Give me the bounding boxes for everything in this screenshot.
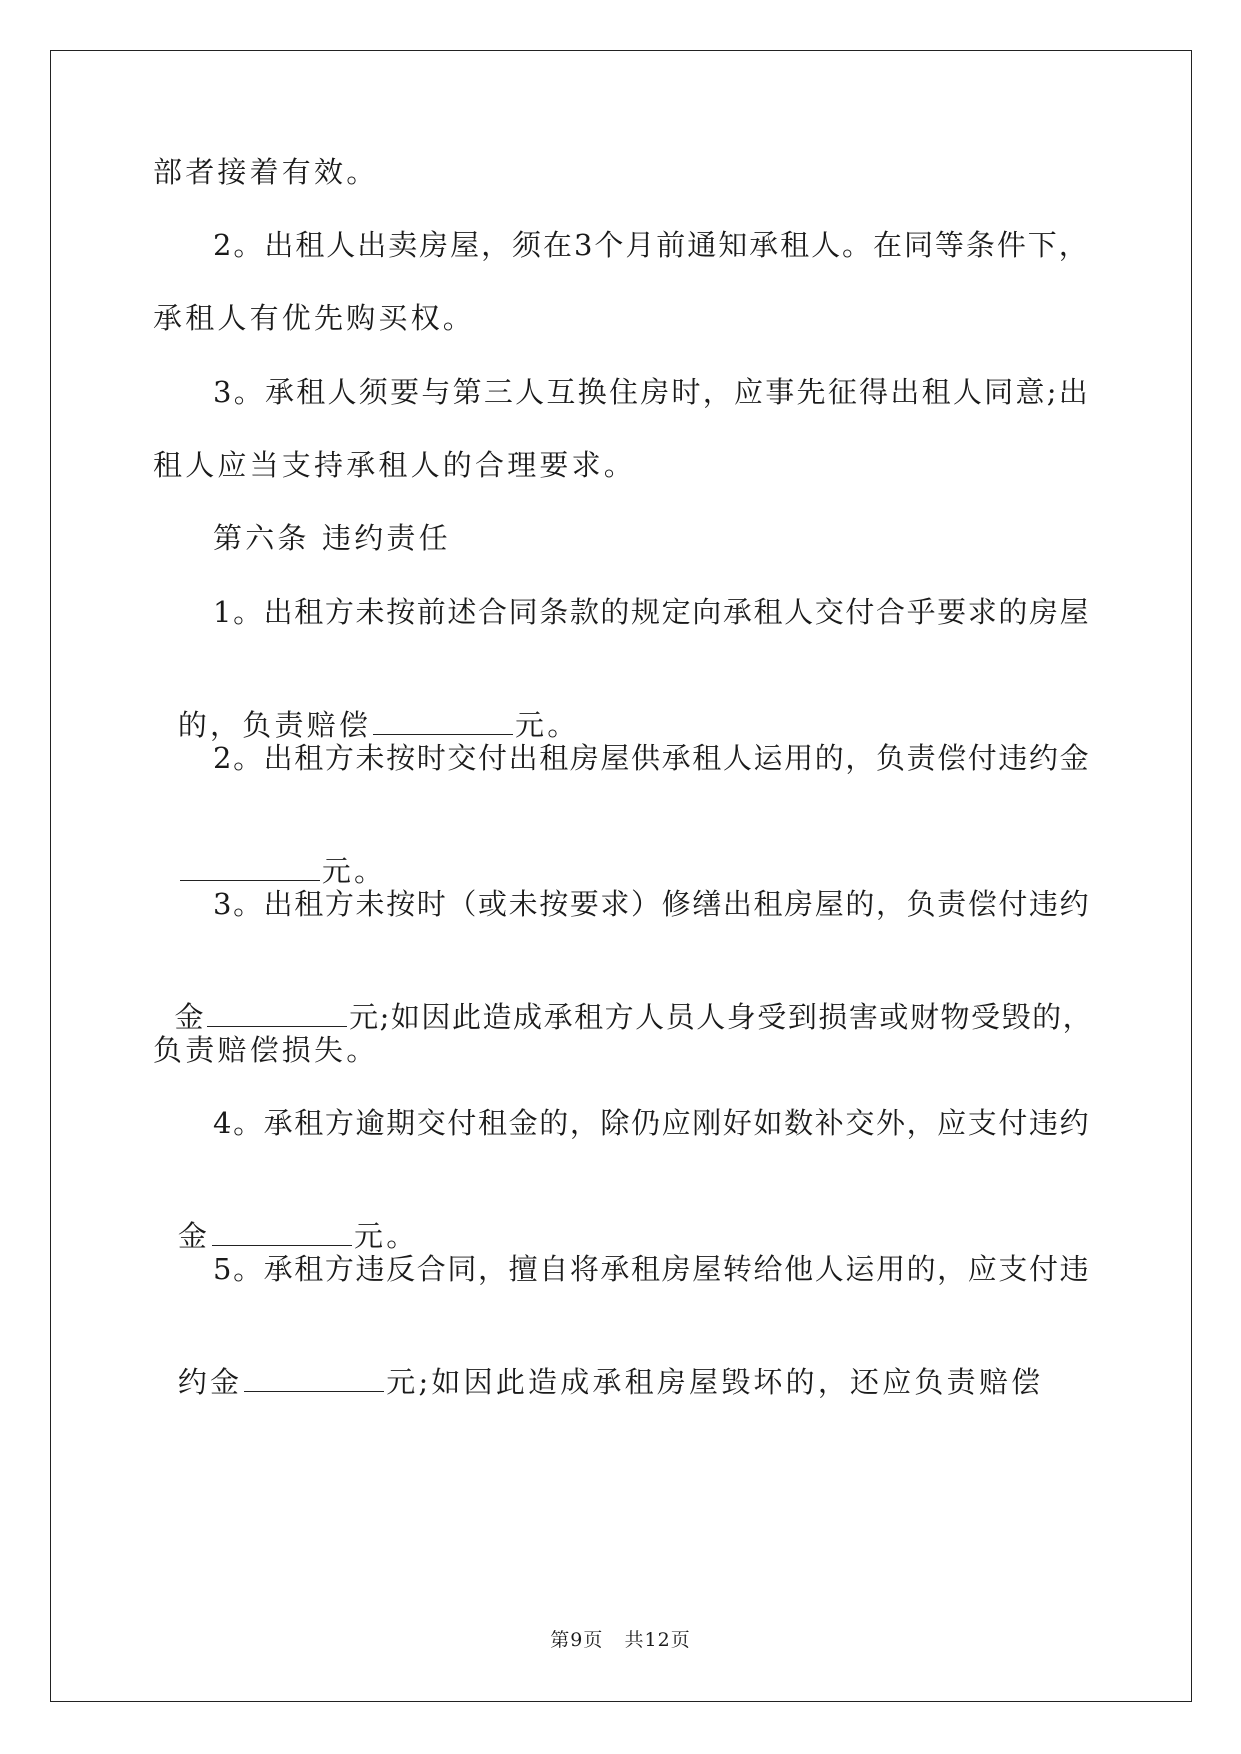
text-segment: 元。 [354, 1219, 419, 1253]
text-segment: 元。 [321, 854, 387, 888]
page-footer [0, 1628, 1241, 1652]
fill-in-blank [373, 708, 513, 735]
page-number: 第9页 [550, 1629, 604, 1651]
text-segment: 的，负责赔偿 [177, 708, 372, 742]
text-segment: 元;如因此造成承租方人员人身受到损害或财物受毁的， [349, 1000, 1094, 1034]
text-line: 2。出租人出卖房屋，须在3个月前通知承租人。在同等条件下， [213, 228, 1090, 262]
text-line: 4。承租方逾期交付租金的，除仍应刚好如数补交外，应支付违约 [213, 1106, 1091, 1140]
text-line: 承租人有优先购买权。 [153, 301, 476, 335]
text-segment: 金 [174, 1000, 206, 1034]
text-segment: 元。 [515, 708, 580, 742]
text-line: 1。出租方未按前述合同条款的规定向承租人交付合乎要求的房屋 [213, 595, 1091, 629]
text-line: 租人应当支持承租人的合理要求。 [153, 448, 637, 482]
fill-in-blank [244, 1365, 384, 1392]
section-heading: 第六条 违约责任 [213, 521, 451, 555]
text-line: 5。承租方违反合同，擅自将承租房屋转给他人运用的，应支付违 [213, 1252, 1091, 1286]
text-line: 部者接着有效。 [153, 155, 379, 189]
text-line-with-blank [153, 811, 386, 891]
text-line-with-blank [153, 957, 1093, 1037]
text-line-with-blank [153, 665, 579, 745]
text-line: 3。出租方未按时（或未按要求）修缮出租房屋的，负责偿付违约 [213, 887, 1091, 921]
text-line: 负责赔偿损失。 [153, 1033, 379, 1067]
fill-in-blank [212, 1219, 352, 1246]
text-line: 2。出租方未按时交付出租房屋供承租人运用的，负责偿付违约金 [213, 741, 1091, 775]
text-segment: 元;如因此造成承租房屋毁坏的，还应负责赔偿 [386, 1365, 1044, 1399]
text-line-with-blank [153, 1176, 418, 1256]
total-pages: 共12页 [624, 1629, 691, 1651]
fill-in-blank [180, 854, 320, 881]
text-segment: 金 [177, 1219, 211, 1253]
text-segment: 约金 [177, 1365, 243, 1399]
fill-in-blank [207, 1000, 347, 1027]
text-line: 3。承租人须要与第三人互换住房时，应事先征得出租人同意;出 [213, 375, 1091, 409]
text-line-with-blank [153, 1322, 1043, 1402]
